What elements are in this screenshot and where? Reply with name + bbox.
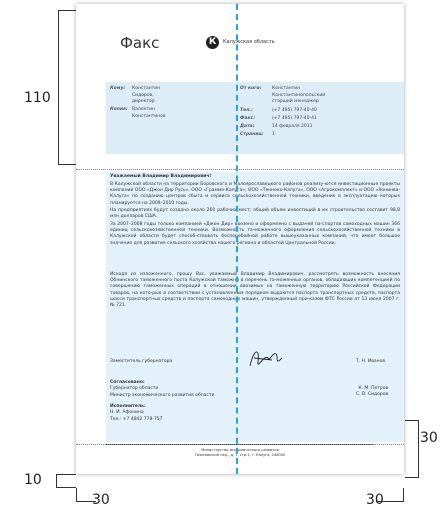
fax-label: Факс: <box>240 116 256 121</box>
date-label: Дата: <box>240 124 255 129</box>
signer-name: Т. Н. Иванов <box>356 359 385 364</box>
margin-label-30-left: 30 <box>92 492 110 508</box>
paragraph-1: В Калужской области на территории Боровского и Малоярославецкого районов реализу-ются инвестиционные проекты компаний ООО «Джон Дир Русь», ООО «Граммe-Калуга», ООО «Теннеко-Калуга», ООО «Агрокомплект» и ООО «Хонинва-Калуга» по созданию центров сбыта и сервиса сельскохозяйственной техники, введение в эксплуатацию которых планируется на 2009–2010 годы. <box>110 182 400 206</box>
from-value: Константин Константинопольский старший менеджер <box>272 86 326 104</box>
copy-value: Валентин Константинов <box>132 107 166 119</box>
pages-value: 1 <box>272 132 275 137</box>
to-value: Константин Сидоров, директор <box>132 86 161 104</box>
footer-address: Министерство экономического развития Тихоновский пер., д. 1, стр.1, г. Калуга, 248000 <box>194 448 286 457</box>
margin-label-30-bottom-right: 30 <box>366 492 384 508</box>
region-logo-icon: К <box>206 36 219 49</box>
margin-bracket-bottom-right <box>405 420 419 478</box>
tel-label: Тел.: <box>240 108 253 113</box>
margin-label-110: 110 <box>24 90 51 106</box>
fax-value: (+7 495) 797-40-41 <box>272 116 317 121</box>
paragraph-2: На предприятиях будут создано около 260 рабочих мест; общий объем инвестиций в их строительство составит 98,8 млн долларов США. <box>110 208 400 220</box>
from-label: От кого: <box>240 86 262 91</box>
guide-line-top <box>76 169 404 170</box>
margin-bracket-top-left <box>58 10 76 165</box>
region-name: Калужская область <box>223 39 275 45</box>
paragraph-4: Исходя из изложенного, прошу Вас, уважаемый Владимир Владимирович, рассмотреть возможность внесения Обнинского таможенного поста Калужской таможни в перечень та-моженных органов, обладающих компетенцией по совершению таможенных операций в отношении ввозимых на таможенную территорию Российской Федерации товаров, на кото-рые в соответствии с установленным порядком выдаются паспорта транспортных средств, паспорта шасси транспортных средств и паспорта самоходных машин, утвержденный при-казом ФТС России от 13 июня 2007 г. № 721. <box>110 272 400 309</box>
margin-bracket-bottom-left <box>56 474 76 488</box>
signer-position: Заместитель губернатора <box>110 359 173 364</box>
fax-document-page <box>76 4 404 474</box>
fax-title: Факс <box>120 34 160 52</box>
paragraph-3: За 2007–2008 годы только компанией «Джон Дир» ввезено и оформлено с выдачей па-спортов самоходных машин 366 единиц сельскохозяйственной техники. Возможность та-моженного оформления сельскохозяйственной техники в Калужской области будет способ-ствовать бесперебойной работе вышеуказанных компаний, что имеет большое значение для развития сельского хозяйства нашего региона и областей Центральной России. <box>110 222 400 246</box>
tel-value: (+7 495) 797-40-40 <box>272 108 317 113</box>
handwritten-signature <box>246 344 286 374</box>
executor-block: Исполнитель: Н. И. Афонина Тел.: +7 4842 778-757 <box>110 404 163 422</box>
margin-label-30-right: 30 <box>420 430 438 446</box>
guide-line-bottom <box>76 444 404 445</box>
approval-names: К. М. Петров С. В. Сидоров <box>356 386 389 398</box>
greeting: Уважаемый Владимир Владимирович! <box>110 174 212 179</box>
pages-label: Страниц: <box>240 132 264 137</box>
to-label: Кому: <box>110 86 126 91</box>
approval-block: Согласовано: Губернатор области Министр экономического развития области <box>110 380 215 398</box>
date-value: 14 февраля 2011 <box>272 124 313 129</box>
margin-label-10: 10 <box>24 472 42 488</box>
center-guide-line <box>236 4 238 474</box>
copy-label: Копия: <box>110 107 128 112</box>
